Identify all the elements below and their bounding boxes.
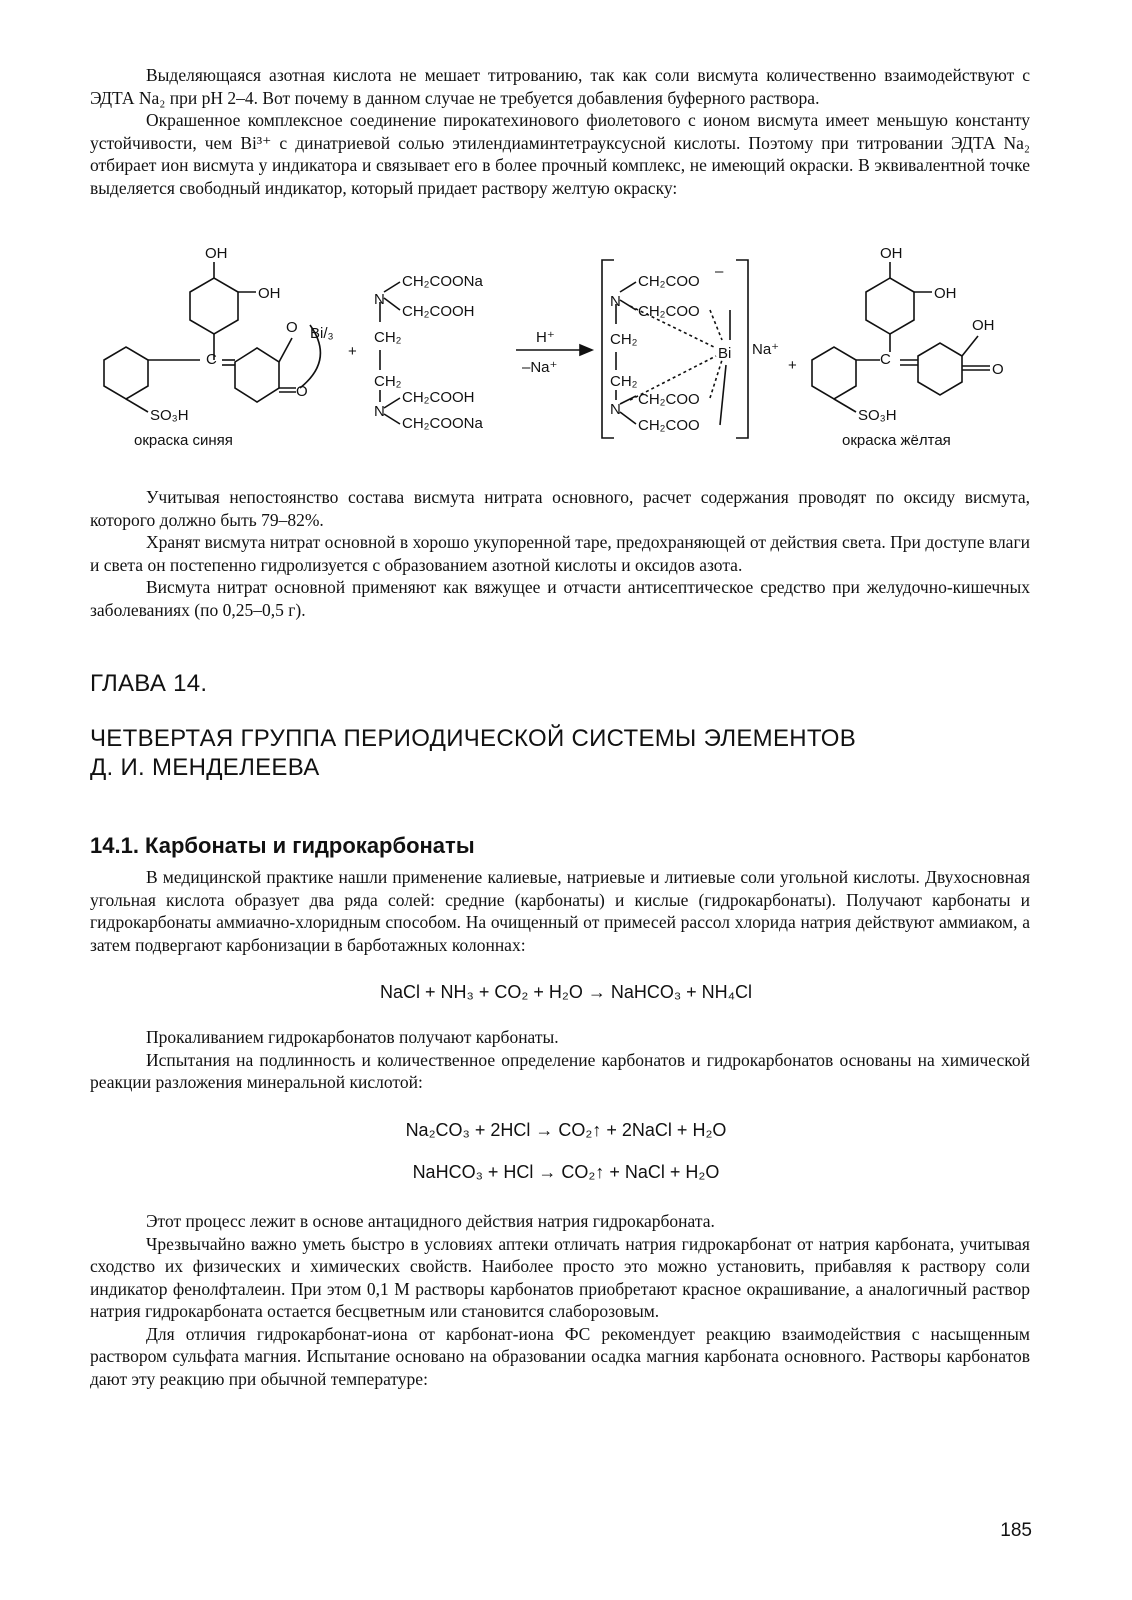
- ch2-label: CH₂: [374, 329, 402, 346]
- bismuth-label: Bi: [718, 345, 732, 362]
- caption-blue: окраска синяя: [134, 432, 233, 449]
- intro-block: [90, 64, 1030, 199]
- paragraph: Хранят висмута нитрат основной в хорошо укупоренной таре, предохраняющей от действия света. При доступе влаги и света он постепенно гидролизуется с образованием азотной кислоты и оксидов азота.: [90, 532, 1030, 575]
- page-number: 185: [1000, 1520, 1032, 1541]
- group-label: CH₂COO: [638, 303, 700, 320]
- section-body-1: [90, 1026, 1030, 1094]
- chapter-label: ГЛАВА 14.: [90, 670, 208, 697]
- section-body-2: [90, 1210, 1030, 1390]
- equation: Na₂CO₃ + 2HCl → CO₂↑ + 2NaCl + H₂O: [405, 1120, 727, 1140]
- paragraph: Для отличия гидрокарбонат-иона от карбонат-иона ФС рекомендует реакцию взаимодействия с насыщенным раствором сульфата магния. Испытание основано на образовании осадка магния карбоната основного. Растворы карбонатов дают эту реакцию при обычной температуре:: [90, 1323, 1030, 1389]
- catechol-ring: [190, 278, 238, 334]
- group-label: CH₂COOH: [402, 389, 475, 406]
- oxygen-label: O: [992, 361, 1004, 378]
- group-label: CH₂COOH: [402, 303, 475, 320]
- oxygen-label: O: [286, 319, 298, 336]
- plus-sign: +: [348, 343, 357, 360]
- paragraph: Этот процесс лежит в основе антацидного действия натрия гидрокарбоната.: [146, 1211, 715, 1231]
- group-label: CH₂COO: [638, 273, 700, 290]
- section-intro: [90, 866, 1030, 956]
- paragraph: Прокаливанием гидрокарбонатов получают карбонаты.: [146, 1027, 559, 1047]
- bismuth-label: Bi/₃: [310, 325, 334, 342]
- carbon-label: C: [206, 351, 217, 368]
- oh-label: OH: [972, 317, 995, 334]
- catechol-ring-right: [866, 278, 914, 334]
- paragraph: В медицинской практике нашли применение калиевые, натриевые и литиевые соли угольной кислоты. Двухосновная угольная кислота образует два ряда солей: средние (карбонаты) и кислые (гидрокарбонаты). Получают карбонаты и гидрокарбонаты аммиачно-хлоридным способом. На очищенный от примесей рассол хлорида натрия действуют аммиаком, а затем подвергают карбонизации в барботажных колоннах:: [90, 867, 1030, 955]
- after-scheme-block: [90, 486, 1030, 621]
- sulfo-label: SO₃H: [858, 407, 897, 424]
- carbon-label: C: [880, 351, 891, 368]
- plus-sign: +: [788, 357, 797, 374]
- oh-label: OH: [205, 245, 228, 262]
- oxygen-label: O: [296, 383, 308, 400]
- nitrogen-label: N: [610, 401, 621, 418]
- quinoid-ring-right: [918, 343, 962, 395]
- chapter-title-line1: ЧЕТВЕРТАЯ ГРУППА ПЕРИОДИЧЕСКОЙ СИСТЕМЫ ЭЛЕМЕНТОВ: [90, 725, 857, 752]
- group-label: CH₂COONa: [402, 415, 483, 432]
- chapter-title-line2: Д. И. МЕНДЕЛЕЕВА: [90, 754, 320, 781]
- arrow-label-top: H⁺: [536, 329, 555, 346]
- ch2-label: CH₂: [610, 373, 638, 390]
- paragraph: Учитывая непостоянство состава висмута нитрата основного, расчет содержания проводят по оксиду висмута, которого должно быть 79–82%.: [90, 487, 1030, 530]
- charge-label: –: [715, 263, 724, 280]
- sulfophenyl-ring: [104, 347, 148, 399]
- group-label: CH₂COO: [638, 417, 700, 434]
- sulfo-label: SO₃H: [150, 407, 189, 424]
- quinoid-ring: [235, 348, 279, 402]
- oh-label: OH: [934, 285, 957, 302]
- paragraph: Чрезвычайно важно уметь быстро в условиях аптеки отличать натрия гидрокарбонат от натрия карбоната, учитывая сходство их физических и химических свойств. Наиболее просто это можно установить, прибавляя к раствору соли индикатор фенолфталеин. При этом 0,1 М растворы карбонатов приобретают красное окрашивание, а аналогичный раствор натрия гидрокарбоната остается бесцветным или становится слаборозовым.: [90, 1233, 1030, 1321]
- oh-label: OH: [880, 245, 903, 262]
- arrow-label-bottom: –Na⁺: [522, 359, 558, 376]
- sulfophenyl-ring-right: [812, 347, 856, 399]
- ch2-label: CH₂: [610, 331, 638, 348]
- paragraph: Окрашенное комплексное соединение пирокатехинового фиолетового с ионом висмута имеет меньшую константу устойчивости, чем Bi³⁺ с динатриевой солью этилендиаминтетрауксусной кислоты. Поэтому при титровании ЭДТА Na₂ отбирает ион висмута у индикатора и связывает его в более прочный комплекс, не имеющий окраски. В эквивалентной точке выделяется свободный индикатор, который придает раствору желтую окраску:: [90, 110, 1030, 198]
- sodium-ion-label: Na⁺: [752, 341, 780, 358]
- nitrogen-label: N: [374, 403, 385, 420]
- paragraph: Висмута нитрат основной применяют как вяжущее и отчасти антисептическое средство при желудочно-кишечных заболеваниях (по 0,25–0,5 г).: [90, 577, 1030, 620]
- group-label: CH₂COO: [638, 391, 700, 408]
- caption-yellow: окраска жёлтая: [842, 432, 951, 449]
- section-title: 14.1. Карбонаты и гидрокарбонаты: [90, 833, 475, 858]
- oh-label: OH: [258, 285, 281, 302]
- equation: NaCl + NH₃ + CO₂ + H₂O → NaHCO₃ + NH₄Cl: [379, 982, 753, 1002]
- equation: NaHCO₃ + HCl → CO₂↑ + NaCl + H₂O: [412, 1162, 720, 1182]
- group-label: CH₂COONa: [402, 273, 483, 290]
- nitrogen-label: N: [610, 293, 621, 310]
- reaction-scheme: [0, 240, 1132, 460]
- nitrogen-label: N: [374, 291, 385, 308]
- paragraph: Выделяющаяся азотная кислота не мешает титрованию, так как соли висмута количественно взаимодействуют с ЭДТА Na₂ при pH 2–4. Вот почему в данном случае не требуется добавления буферного раствора.: [90, 65, 1030, 108]
- paragraph: Испытания на подлинность и количественное определение карбонатов и гидрокарбонатов основаны на химической реакции разложения минеральной кислотой:: [90, 1049, 1030, 1092]
- ch2-label: CH₂: [374, 373, 402, 390]
